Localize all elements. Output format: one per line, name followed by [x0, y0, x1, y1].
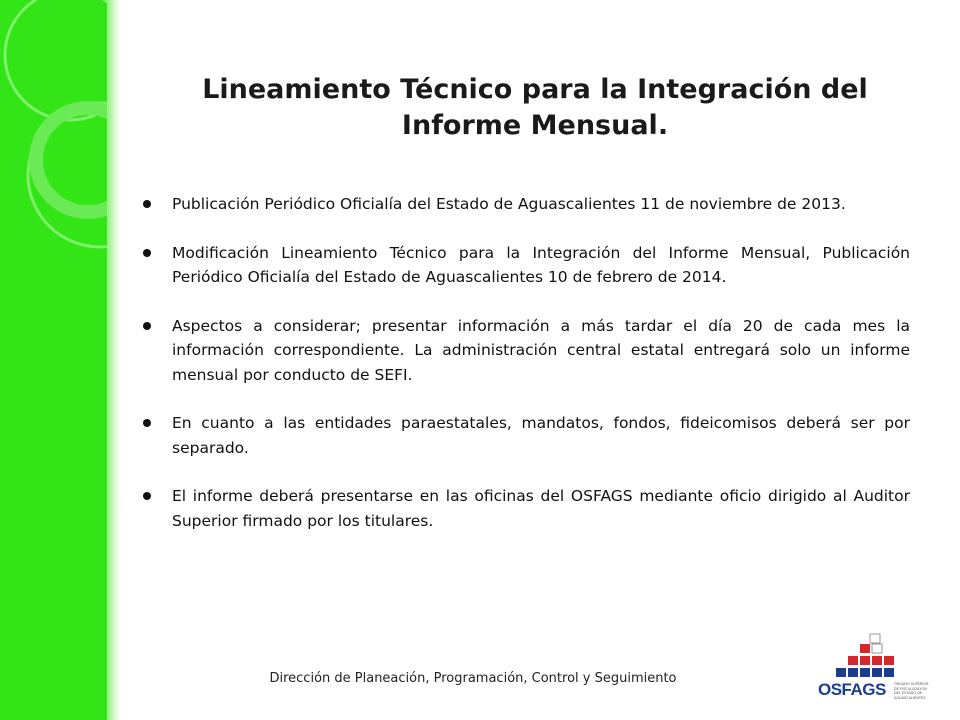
slide-title: Lineamiento Técnico para la Integración del Informe Mensual. — [202, 74, 868, 141]
logo-blocks-icon — [818, 632, 938, 682]
osfags-logo — [818, 632, 938, 704]
logo-wordmark: OSFAGS — [818, 680, 886, 699]
footer-text: Dirección de Planeación, Programación, Control y Seguimiento — [269, 671, 677, 686]
bullet-item: El informe deberá presentarse en las oficinas del OSFAGS mediante oficio dirigido al Auditor Superior firmado por los titulares. — [140, 484, 910, 533]
logo-tagline: ÓRGANO SUPERIOR DE FISCALIZACIÓN DEL ESTADO DE AGUASCALIENTES — [894, 682, 929, 700]
sidebar-edge — [107, 0, 121, 720]
bullet-item: Aspectos a considerar; presentar información a más tardar el día 20 de cada mes la información correspondiente. La administración central estatal entregará solo un informe mensual por conducto de SEFI. — [140, 314, 910, 388]
bullet-item: Modificación Lineamiento Técnico para la Integración del Informe Mensual, Publicación Periódico Oficialía del Estado de Aguascalientes 10 de febrero de 2014. — [140, 241, 910, 290]
bullet-item: Publicación Periódico Oficialía del Estado de Aguascalientes 11 de noviembre de 2013. — [140, 192, 910, 217]
bullet-item: En cuanto a las entidades paraestatales, mandatos, fondos, fideicomisos deberá ser por separado. — [140, 411, 910, 460]
bullet-list — [140, 192, 910, 557]
decorative-sidebar — [0, 0, 107, 720]
decorative-circles-icon — [0, 0, 107, 720]
